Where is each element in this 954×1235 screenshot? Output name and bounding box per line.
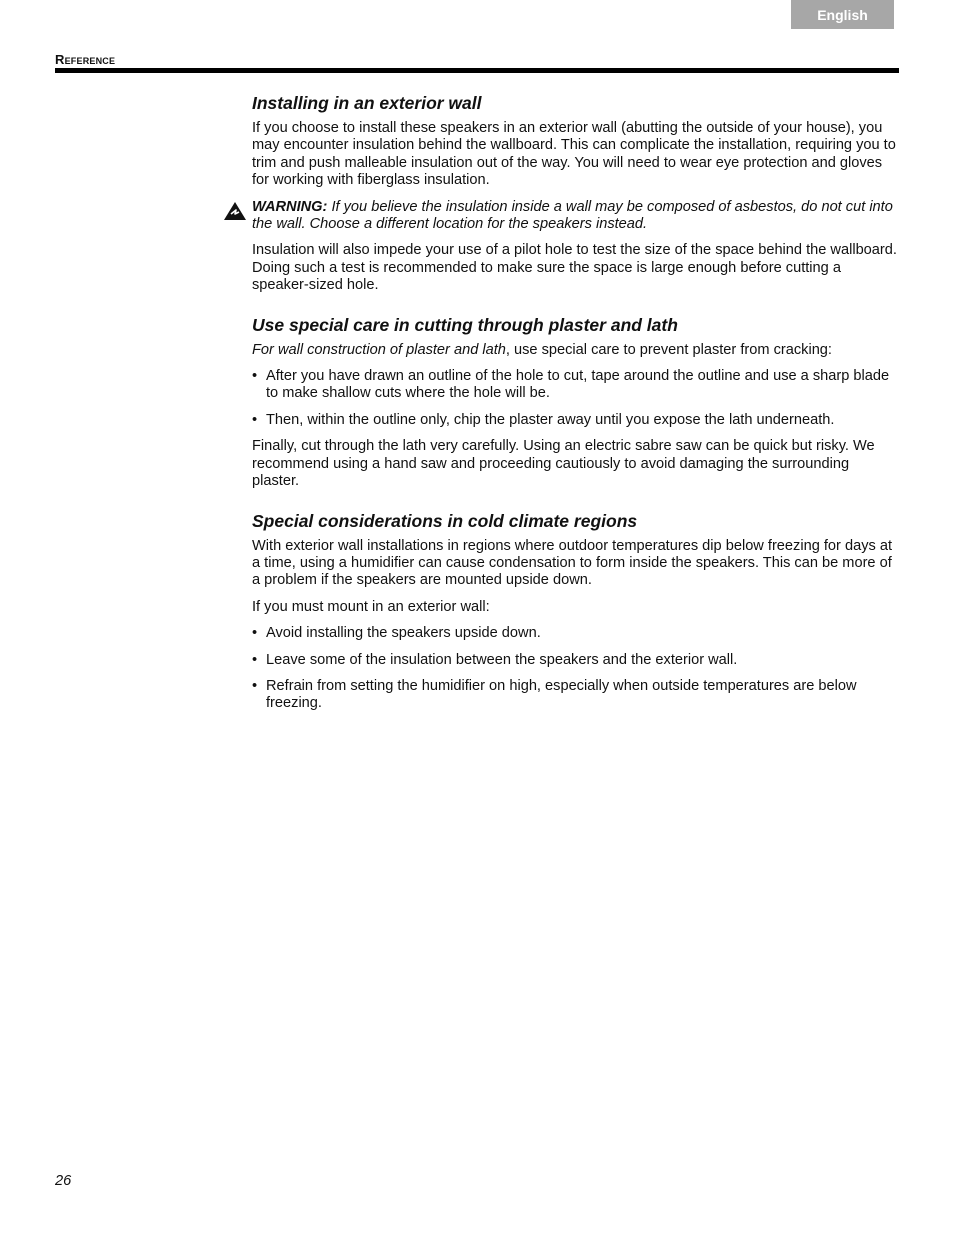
- warning-label: WARNING:: [252, 198, 328, 215]
- bullet: •: [252, 651, 258, 668]
- paragraph-pilot-hole: Insulation will also impede your use of a pilot hole to test the size of the space behind the wallboard. Doing such a test is recommended to make sure the space is large enough before cutting a speaker-sized hole.: [252, 242, 897, 294]
- list-item: [252, 368, 898, 403]
- list-item: [252, 625, 898, 642]
- list-item-text: Leave some of the insulation between the speakers and the exterior wall.: [266, 651, 738, 668]
- list-item: [252, 412, 898, 429]
- bullet: •: [252, 677, 258, 694]
- paragraph-plaster-intro: [252, 342, 898, 359]
- language-tab[interactable]: English: [791, 0, 894, 29]
- plaster-bullet-list: [252, 368, 898, 429]
- header-rule: [55, 68, 899, 73]
- list-item-text: Then, within the outline only, chip the plaster away until you expose the lath underneath.: [266, 411, 835, 428]
- heading-plaster-lath: Use special care in cutting through plaster and lath: [252, 314, 678, 335]
- paragraph-exterior-wall-intro: If you choose to install these speakers in an exterior wall (abutting the outside of your house), you may encounter insulation behind the wallboard. This can complicate the installation, requiring you to trim and push malleable insulation out of the way. You will need to wear eye protection and gloves for working with fiberglass insulation.: [252, 120, 896, 189]
- paragraph-must-mount: If you must mount in an exterior wall:: [252, 598, 490, 615]
- heading-cold-climate: Special considerations in cold climate regions: [252, 510, 638, 531]
- warning-triangle-icon: [223, 201, 247, 221]
- heading-exterior-wall: Installing in an exterior wall: [252, 93, 482, 113]
- page-number: 26: [55, 1173, 72, 1189]
- warning-text: If you believe the insulation inside a wall may be composed of asbestos, do not cut into the wall. Choose a different location for the speakers instead.: [252, 198, 893, 233]
- list-item: [252, 678, 898, 713]
- list-item-text: Refrain from setting the humidifier on high, especially when outside temperatures are below freezing.: [266, 677, 857, 712]
- bullet: •: [252, 625, 258, 642]
- intro-rest: , use special care to prevent plaster from cracking:: [505, 341, 832, 358]
- warning-note: [252, 199, 898, 234]
- cold-climate-bullet-list: [252, 625, 898, 713]
- list-item-text: Avoid installing the speakers upside down.: [266, 625, 541, 642]
- intro-italic: For wall construction of plaster and lath: [252, 341, 506, 358]
- list-item: [252, 652, 898, 669]
- paragraph-lath-cut: Finally, cut through the lath very carefully. Using an electric sabre saw can be quick but risky. We recommend using a hand saw and proceeding cautiously to avoid damaging the surrounding plaster.: [252, 438, 875, 490]
- paragraph-cold-climate: With exterior wall installations in regions where outdoor temperatures dip below freezing for days at a time, using a humidifier can cause condensation to form inside the speakers. This can be more of a problem if the speakers are mounted upside down.: [252, 537, 893, 589]
- bullet: •: [252, 368, 258, 385]
- bullet: •: [252, 411, 258, 428]
- section-label: Reference: [55, 52, 116, 67]
- main-content: [252, 92, 898, 722]
- list-item-text: After you have drawn an outline of the hole to cut, tape around the outline and use a sharp blade to make shallow cuts where the hole will be.: [266, 368, 890, 402]
